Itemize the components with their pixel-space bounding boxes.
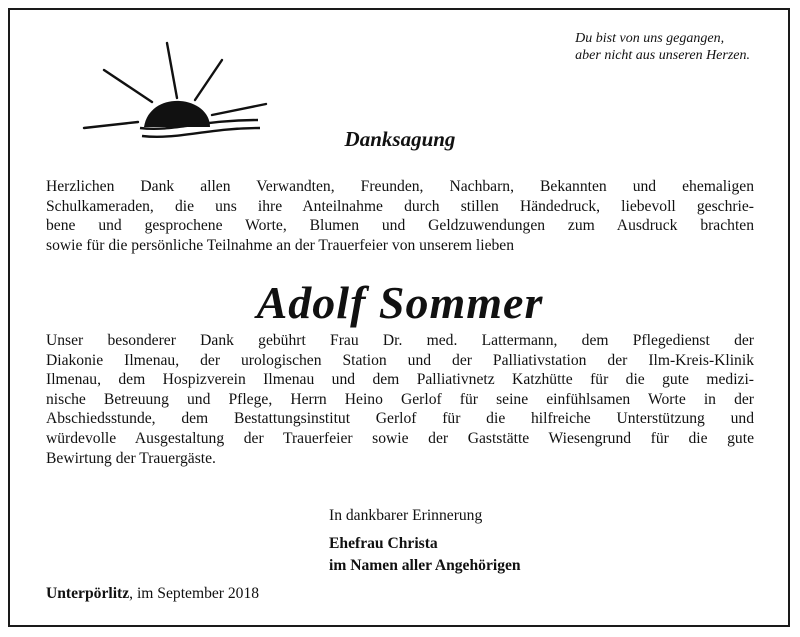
paragraph-line: würdevolle Ausgestaltung der Trauerfeier sowie der Gaststätte Wiesengrund für die gute (46, 429, 754, 447)
paragraph-line: Ilmenau, dem Hospizverein Ilmenau und dem Palliativnetz Katzhütte für die gute medizi- (46, 371, 754, 389)
signature-name: Ehefrau Christa (329, 535, 438, 552)
memorial-quote (575, 30, 750, 64)
paragraph-line: sowie für die persönliche Teilnahme an der Trauerfeier von unserem lieben (46, 236, 515, 254)
place-name: Unterpörlitz (46, 585, 130, 602)
signature-intro: In dankbarer Erinnerung (329, 507, 483, 524)
paragraph-line: Abschiedsstunde, dem Bestattungsinstitut Gerlof für die hilfreiche Unterstützung und (46, 410, 754, 428)
paragraph-line: Herzlichen Dank allen Verwandten, Freunden, Nachbarn, Bekannten und ehemaligen (46, 178, 754, 195)
heading-danksagung: Danksagung (344, 127, 456, 151)
paragraph-line: nische Betreuung und Pflege, Herrn Heino Gerlof für seine einfühlsamen Worte in der (46, 390, 754, 408)
quote-line-2: aber nicht aus unseren Herzen. (575, 48, 750, 63)
thanks-paragraph (46, 177, 754, 255)
paragraph-line: bene und gesprochene Worte, Blumen und Geldzuwendungen zum Ausdruck brachten (46, 217, 754, 235)
date-text: , im September 2018 (129, 585, 260, 602)
paragraph-line: Schulkameraden, die uns ihre Anteilnahme durch stillen Händedruck, liebevoll geschrie- (46, 197, 754, 215)
paragraph-line: Unser besonderer Dank gebührt Frau Dr. med. Lattermann, dem Pflegedienst der (46, 332, 754, 349)
deceased-name: Adolf Sommer (256, 277, 544, 328)
paragraph-line: Diakonie Ilmenau, der urologischen Station und der Palliativstation der Ilm-Kreis-Klinik (46, 351, 754, 369)
special-thanks-paragraph (46, 331, 754, 468)
place-date (46, 585, 259, 603)
paragraph-line: Bewirtung der Trauergäste. (46, 449, 216, 467)
quote-line-1: Du bist von uns gegangen, (575, 31, 725, 46)
signature-family: im Namen aller Angehörigen (329, 557, 521, 574)
signature-block (329, 505, 521, 577)
